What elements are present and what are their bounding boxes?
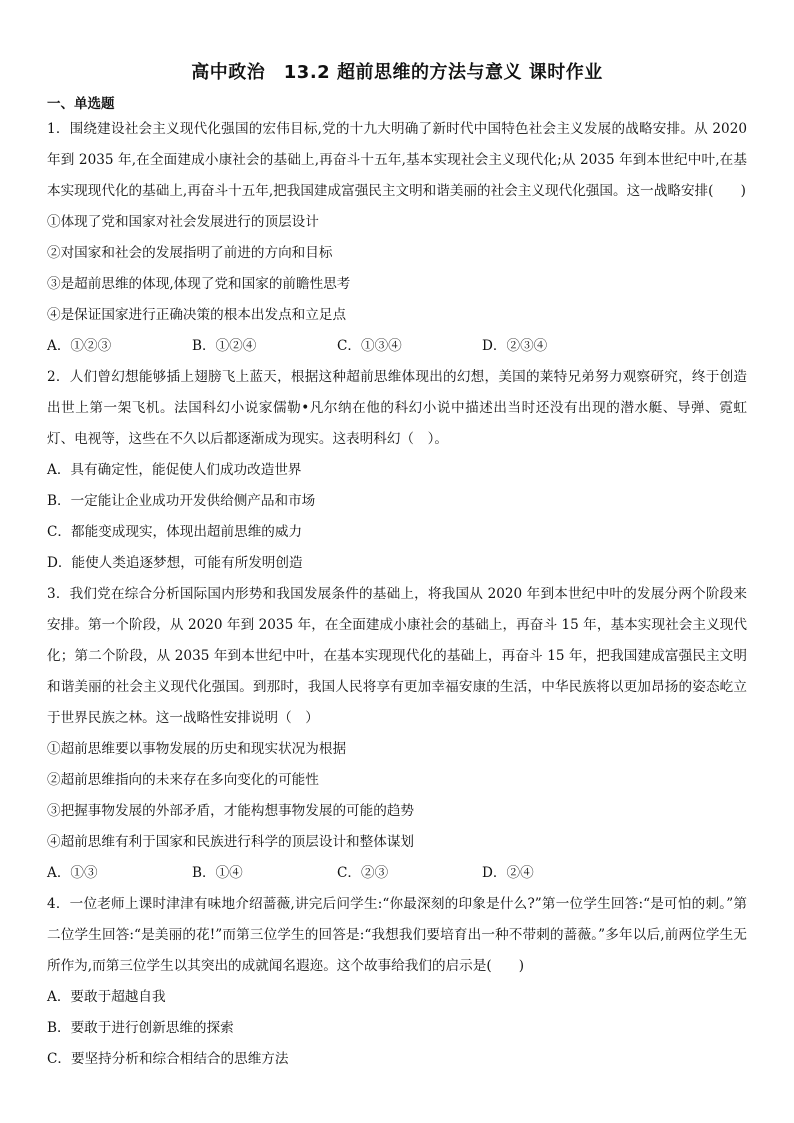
question-2	[47, 362, 747, 579]
option-a: A．①③	[47, 865, 98, 881]
statement-2: ②对国家和社会的发展指明了前进的方向和目标	[47, 245, 333, 261]
question-stem: 2．人们曾幻想能够插上翅膀飞上蓝天，根据这种超前思维体现出的幻想，美国的莱特兄弟努力观察研究，终于创造出世上第一架飞机。法国科幻小说家儒勒•凡尔纳在他的科幻小说中描述出当时还没有出现的潜水艇、导弹、霓虹灯、电视等，这些在不久以后都逐渐成为现实。这表明科幻（ ）。	[47, 369, 747, 447]
option-b: B．①②④	[192, 338, 257, 354]
answer-options	[47, 331, 747, 362]
option-c: C．①③④	[337, 338, 402, 354]
statement-4: ④是保证国家进行正确决策的根本出发点和立足点	[47, 307, 347, 323]
question-3	[47, 579, 747, 889]
question-stem: 1．围绕建设社会主义现代化强国的宏伟目标,党的十九大明确了新时代中国特色社会主义发展的战略安排。从 2020 年到 2035 年,在全面建成小康社会的基础上,再奋斗十五年,基本实现社会主义现代化;从 2035 年到本世纪中叶,在基本实现现代化的基础上,再奋斗十五年,把我国建成富强民主文明和谐美丽的社会主义现代化强国。这一战略安排( )	[47, 121, 747, 199]
statement-1: ①体现了党和国家对社会发展进行的顶层设计	[47, 214, 319, 230]
option-b: B．要敢于进行创新思维的探索	[47, 1020, 234, 1036]
statement-4: ④超前思维有利于国家和民族进行科学的顶层设计和整体谋划	[47, 834, 415, 850]
option-c: C．要坚持分析和综合相结合的思维方法	[47, 1051, 289, 1067]
option-a: A．①②③	[47, 338, 112, 354]
option-d: D．能使人类追逐梦想，可能有所发明创造	[47, 555, 303, 571]
question-1	[47, 114, 747, 362]
statement-2: ②超前思维指向的未来存在多向变化的可能性	[47, 772, 319, 788]
statement-3: ③是超前思维的体现,体现了党和国家的前瞻性思考	[47, 276, 351, 292]
answer-options	[47, 858, 747, 889]
option-c: C．②③	[337, 865, 389, 881]
option-a: A．具有确定性，能促使人们成功改造世界	[47, 462, 302, 478]
option-d: D．②④	[482, 865, 534, 881]
statement-1: ①超前思维要以事物发展的历史和现实状况为根据	[47, 741, 347, 757]
option-a: A．要敢于超越自我	[47, 989, 166, 1005]
option-c: C．都能变成现实，体现出超前思维的威力	[47, 524, 303, 540]
option-d: D．②③④	[482, 338, 548, 354]
question-stem: 3．我们党在综合分析国际国内形势和我国发展条件的基础上，将我国从 2020 年到本世纪中叶的发展分两个阶段来安排。第一个阶段，从 2020 年到 2035 年，在全面建成小康社会的基础上，再奋斗 15 年，基本实现社会主义现代化；第二个阶段，从 2035 年到本世纪中叶，在基本实现现代化的基础上，再奋斗 15 年，把我国建成富强民主文明和谐美丽的社会主义现代化强国。到那时，我国人民将享有更加幸福安康的生活，中华民族将以更加昂扬的姿态屹立于世界民族之林。这一战略性安排说明（ ）	[47, 586, 747, 726]
question-4	[47, 889, 747, 1075]
page-title: 高中政治 13.2 超前思维的方法与意义 课时作业	[191, 62, 603, 83]
option-b: B．①④	[192, 865, 243, 881]
question-list	[47, 114, 747, 1075]
question-stem: 4．一位老师上课时津津有味地介绍蔷薇,讲完后问学生:“你最深刻的印象是什么?”第一位学生回答:“是可怕的刺。”第二位学生回答:“是美丽的花!”而第三位学生的回答是:“我想我们要培育出一种不带刺的蔷薇。”多年以后,前两位学生无所作为,而第三位学生以其突出的成就闻名遐迩。这个故事给我们的启示是( )	[47, 896, 747, 974]
section-heading: 一、单选题	[47, 96, 115, 112]
statement-3: ③把握事物发展的外部矛盾，才能构想事物发展的可能的趋势	[47, 803, 415, 819]
option-b: B．一定能让企业成功开发供给侧产品和市场	[47, 493, 316, 509]
